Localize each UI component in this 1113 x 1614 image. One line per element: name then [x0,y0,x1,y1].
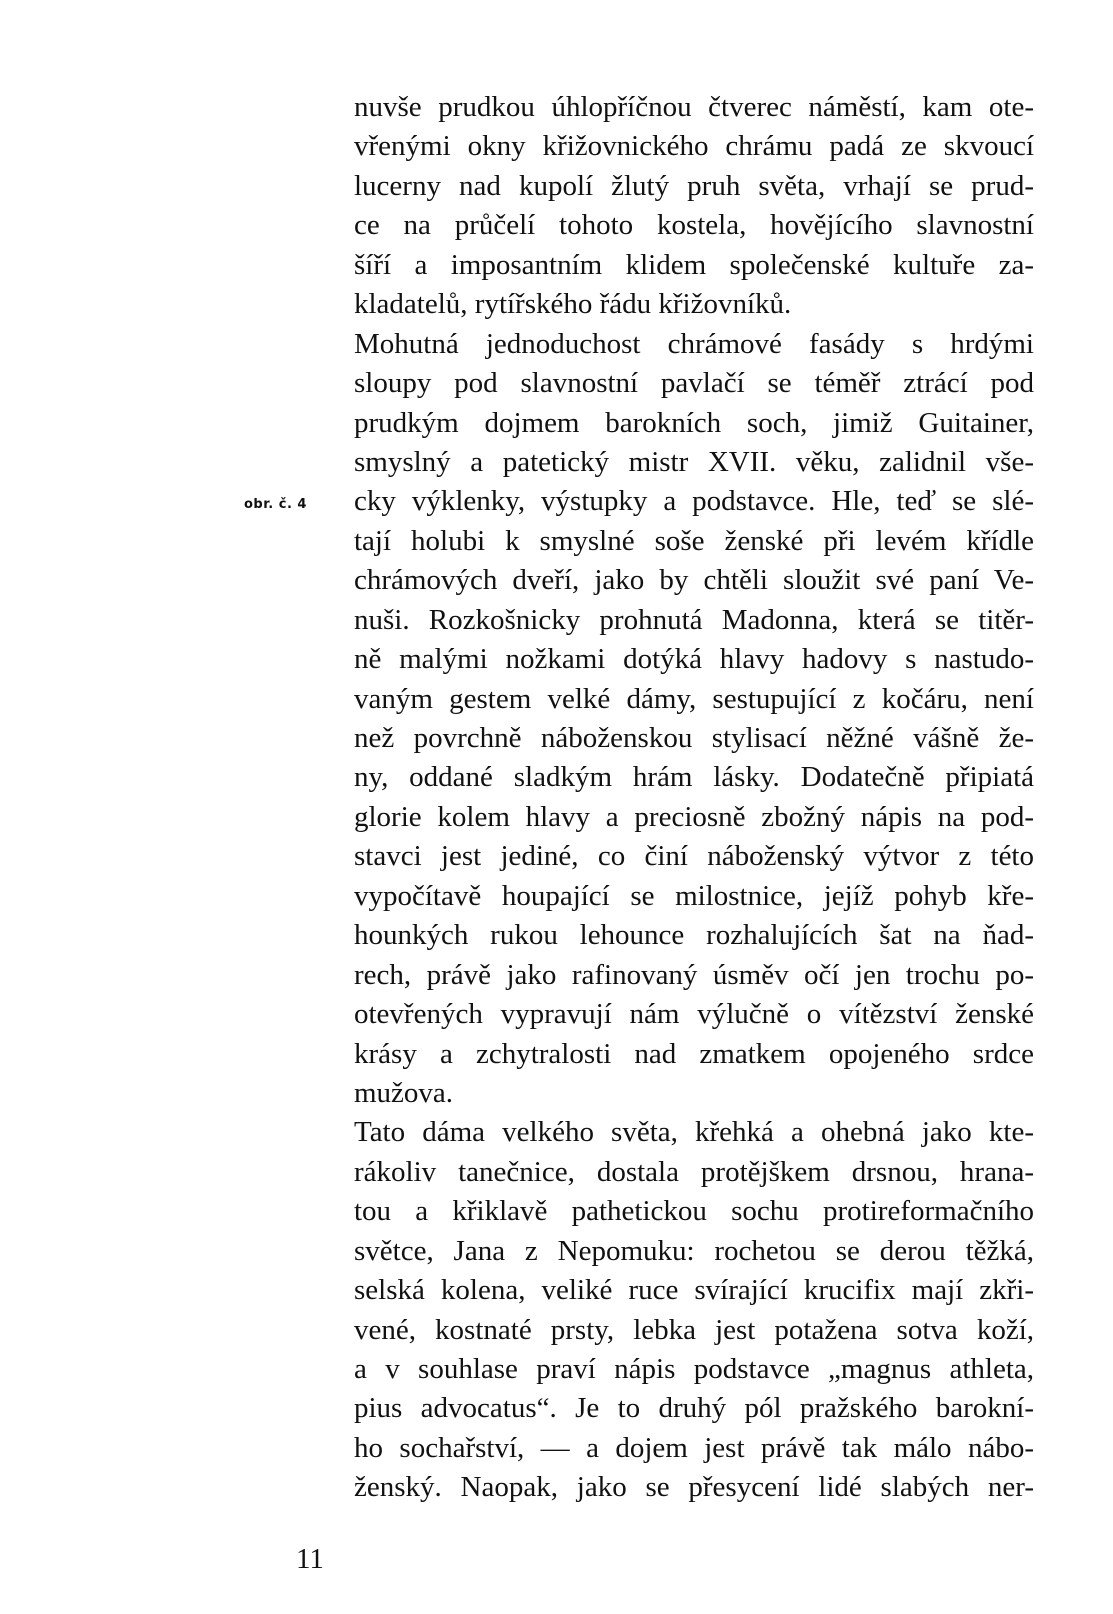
text-line: ho sochařství, — a dojem jest právě tak málo nábo- [354,1431,1034,1464]
text-line: vypočítavě houpající se milostnice, jejíž pohyb kře- [354,879,1034,912]
text-line: vené, kostnaté prsty, lebka jest potažena sotva koží, [354,1313,1034,1346]
text-line: světce, Jana z Nepomuku: rochetou se derou těžká, [354,1234,1034,1267]
figure-reference-note: obr. č. 4 [244,497,307,512]
text-line: cky výklenky, výstupky a podstavce. Hle, teď se slé- [354,485,1034,518]
text-line: ženský. Naopak, jako se přesycení lidé slabých ner- [354,1471,1034,1504]
text-line: rech, právě jako rafinovaný úsměv očí jen trochu po- [354,958,1034,991]
text-line: vřenými okny křižovnického chrámu padá ze skvoucí [354,130,1034,163]
text-line: tou a křiklavě pathetickou sochu protireformačního [354,1195,1034,1228]
text-line: šíří a imposantním klidem společenské kultuře za- [354,248,1034,281]
text-line: lucerny nad kupolí žlutý pruh světa, vrhají se prud- [354,169,1034,202]
text-line: ce na průčelí tohoto kostela, hovějícího slavnostní [354,209,1034,242]
text-line: ně malými nožkami dotýká hlavy hadovy s nastudo- [354,643,1034,676]
text-line: nuši. Rozkošnicky prohnutá Madonna, která se titěr- [354,603,1034,636]
text-line: krásy a zchytralosti nad zmatkem opojeného srdce [354,1037,1034,1070]
text-line: než povrchně náboženskou stylisací něžné vášně že- [354,722,1034,754]
text-line: pius advocatus“. Je to druhý pól pražského barokní- [354,1392,1034,1425]
text-line: Tato dáma velkého světa, křehká a ohebná jako kte- [354,1116,1034,1149]
text-line: ny, oddané sladkým hrám lásky. Dodatečně připiatá [354,761,1034,794]
text-line: rákoliv tanečnice, dostala protějškem drsnou, hrana- [354,1155,1034,1188]
text-line: Mohutná jednoduchost chrámové fasády s hrdými [354,327,1034,360]
text-line: glorie kolem hlavy a preciosně zbožný nápis na pod- [354,800,1034,833]
text-line: chrámových dveří, jako by chtěli sloužit své paní Ve- [354,564,1034,597]
text-line: mužova. [354,1076,454,1109]
body-text [354,88,1034,1508]
page-number: 11 [296,1543,324,1575]
text-line: selská kolena, veliké ruce svírající krucifix mají zkři- [354,1274,1034,1307]
text-line: tají holubi k smyslné soše ženské při levém křídle [354,524,1034,557]
text-line: vaným gestem velké dámy, sestupující z kočáru, není [354,682,1034,715]
text-line: kladatelů, rytířského řádu křižovníků. [354,288,792,321]
text-line: otevřených vypravují nám výlučně o vítězství ženské [354,998,1034,1031]
text-line: prudkým dojmem barokních soch, jimiž Guitainer, [354,406,1034,439]
text-line: nuvše prudkou úhlopříčnou čtverec náměstí, kam ote- [354,91,1034,123]
text-line: sloupy pod slavnostní pavlačí se téměř ztrácí pod [354,367,1034,400]
text-line: a v souhlase praví nápis podstavce „magnus athleta, [354,1353,1034,1385]
text-line: stavci jest jediné, co činí náboženský výtvor z této [354,840,1034,873]
text-line: hounkých rukou lehounce rozhalujících šat na ňad- [354,919,1034,952]
text-line: smyslný a patetický mistr XVII. věku, zalidnil vše- [354,445,1034,478]
